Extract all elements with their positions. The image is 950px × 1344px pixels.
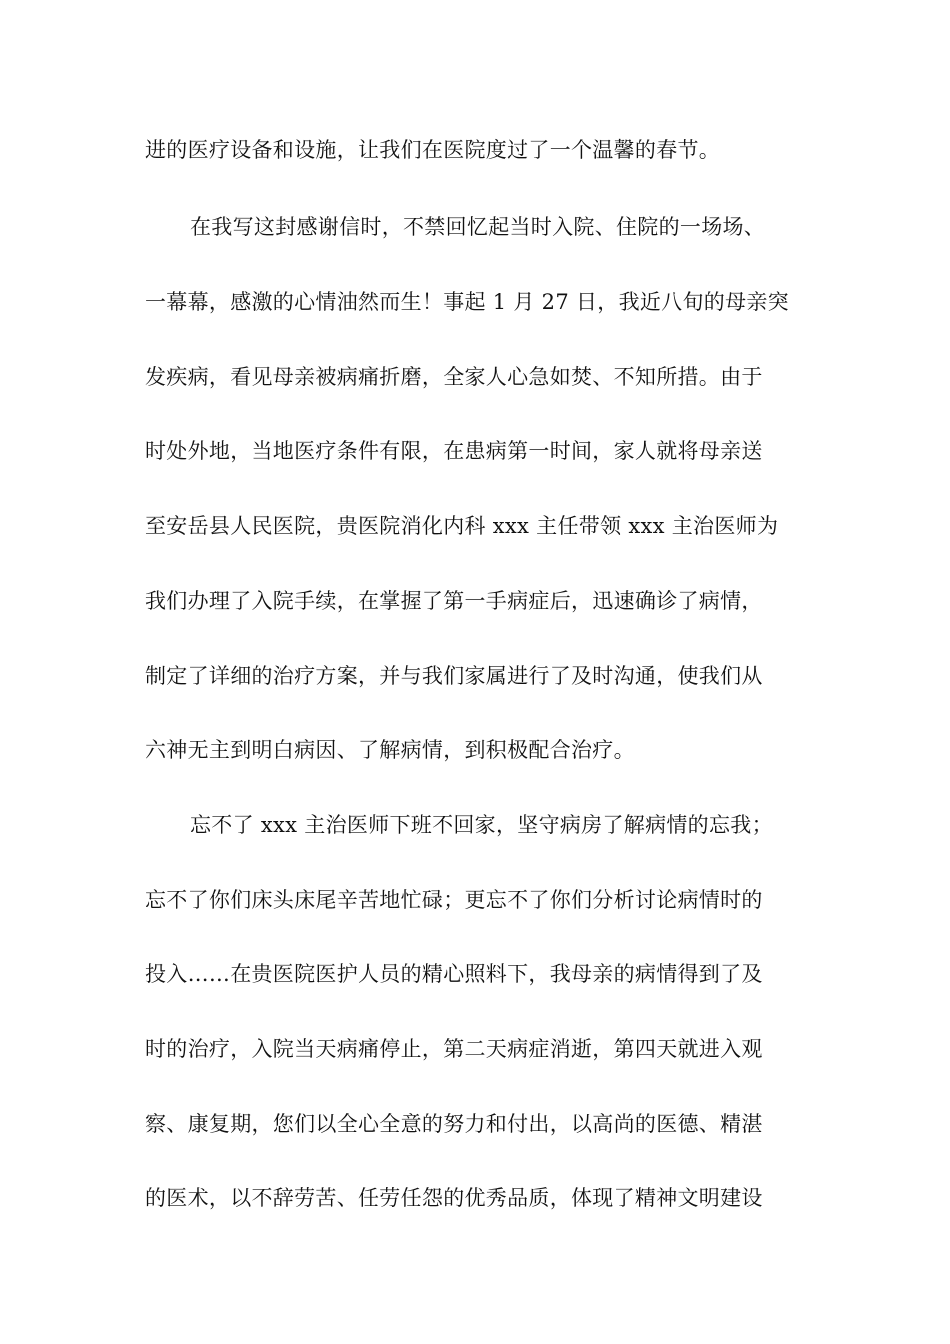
text-line: 时的治疗，入院当天病痛停止，第二天病症消逝，第四天就进入观 [145,1037,763,1061]
text-line: 时处外地，当地医疗条件有限，在患病第一时间，家人就将母亲送 [145,439,763,463]
text-line: 发疾病，看见母亲被病痛折磨，全家人心急如焚、不知所措。由于 [145,365,763,389]
text-line: 察、康复期，您们以全心全意的努力和付出，以高尚的医德、精湛 [145,1112,763,1136]
text-line: 六神无主到明白病因、了解病情，到积极配合治疗。 [145,738,635,762]
text-line: 忘不了你们床头床尾辛苦地忙碌；更忘不了你们分析讨论病情时的 [145,888,763,912]
text-line: 至安岳县人民医院，贵医院消化内科 xxx 主任带领 xxx 主治医师为 [145,514,779,538]
text-line: 进的医疗设备和设施，让我们在医院度过了一个温馨的春节。 [145,138,721,162]
text-line: 一幕幕，感激的心情油然而生！事起 1 月 27 日，我近八旬的母亲突 [145,290,789,314]
text-line: 我们办理了入院手续，在掌握了第一手病症后，迅速确诊了病情， [145,589,763,613]
text-line: 投入……在贵医院医护人员的精心照料下，我母亲的病情得到了及 [145,962,763,986]
text-line: 制定了详细的治疗方案，并与我们家属进行了及时沟通，使我们从 [145,664,763,688]
text-line: 的医术，以不辞劳苦、任劳任怨的优秀品质，体现了精神文明建设 [145,1186,763,1210]
paragraph-start-line: 忘不了 xxx 主治医师下班不回家，坚守病房了解病情的忘我； [190,813,773,837]
paragraph-start-line: 在我写这封感谢信时，不禁回忆起当时入院、住院的一场场、 [190,215,766,239]
